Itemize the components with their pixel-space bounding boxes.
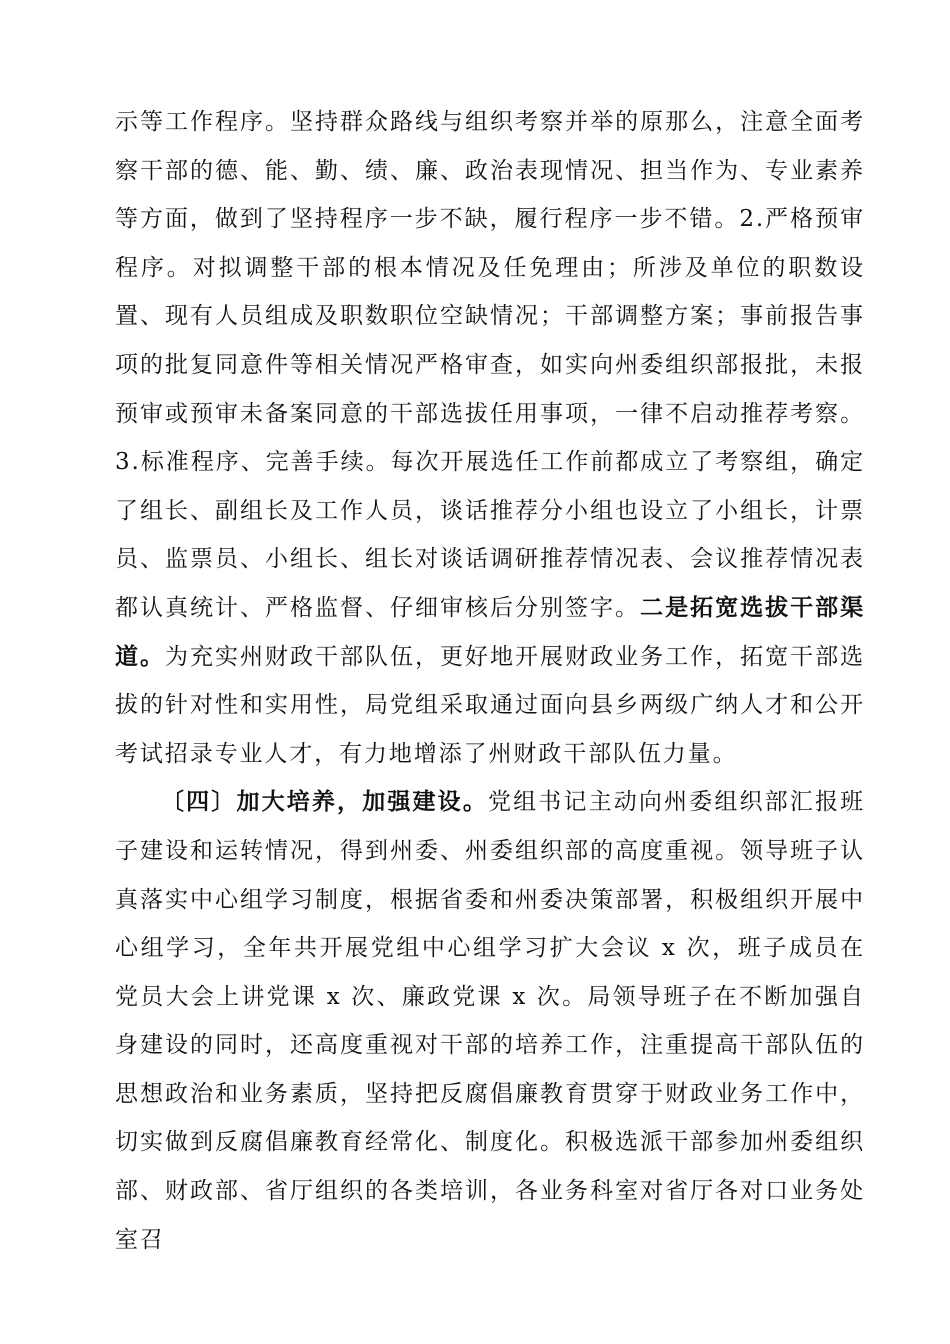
paragraph-text: 为充实州财政干部队伍，更好地开展财政业务工作，拓宽干部选拔的针对性和实用性，局党组采取通过面向县乡两级广纳人才和公开考试招录专业人才，有力地增添了州财政干部队伍力量。 <box>115 643 865 767</box>
document-body <box>115 98 865 1264</box>
paragraph-selection-procedure <box>115 98 865 778</box>
paragraph-training-building <box>115 778 865 1264</box>
section-heading-four: 〔四〕加大培养，加强建设。 <box>161 788 488 816</box>
paragraph-text: 党组书记主动向州委组织部汇报班子建设和运转情况，得到州委、州委组织部的高度重视。领导班子认真落实中心组学习制度，根据省委和州委决策部署，积极组织开展中心组学习，全年共开展党组中心组学习扩大会议 x 次，班子成员在党员大会上讲党课 x 次、廉政党课 x 次。局领导班子在不断加强自身建设的同时，还高度重视对干部的培养工作，注重提高干部队伍的思想政治和业务素质，坚持把反腐倡廉教育贯穿于财政业务工作中，切实做到反腐倡廉教育经常化、制度化。积极选派干部参加州委组织部、财政部、省厅组织的各类培训，各业务科室对省厅各对口业务处室召 <box>115 789 866 1253</box>
paragraph-text: 示等工作程序。坚持群众路线与组织考察并举的原那么，注意全面考察干部的德、能、勤、绩、廉、政治表现情况、担当作为、专业素养等方面，做到了坚持程序一步不缺，履行程序一步不错。2.严格预审程序。对拟调整干部的根本情况及任免理由；所涉及单位的职数设置、现有人员组成及职数职位空缺情况；干部调整方案；事前报告事项的批复同意件等相关情况严格审查，如实向州委组织部报批，未报预审或预审未备案同意的干部选拔任用事项，一律不启动推荐考察。3.标准程序、完善手续。每次开展选任工作前都成立了考察组，确定了组长、副组长及工作人员，谈话推荐分小组也设立了小组长，计票员、监票员、小组长、组长对谈话调研推荐情况表、会议推荐情况表都认真统计、严格监督、仔细审核后分别签字。 <box>115 109 865 621</box>
bold-heading-broaden-channels: 二是拓宽选拔干部渠道。 <box>115 593 865 670</box>
